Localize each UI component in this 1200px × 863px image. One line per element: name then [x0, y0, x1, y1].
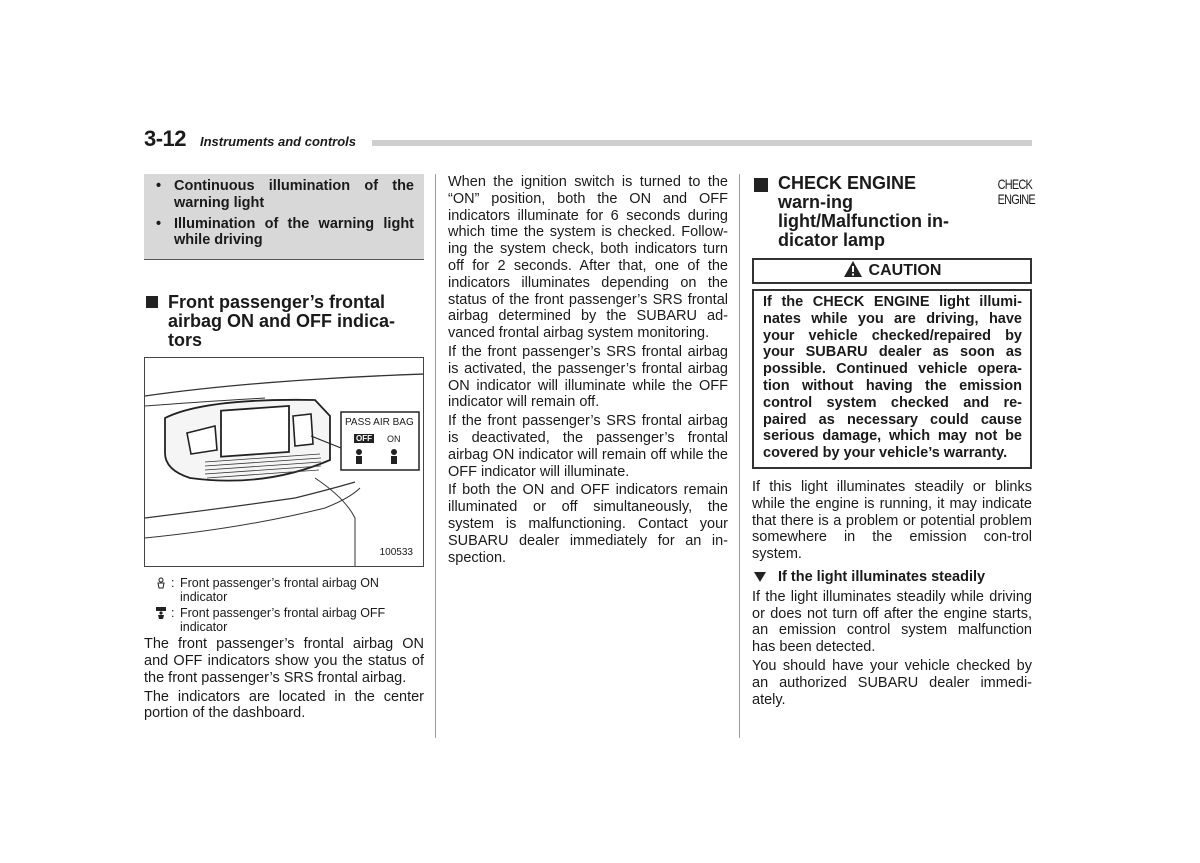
column-divider-1 [435, 174, 436, 738]
airbag-on-icon [156, 577, 166, 589]
legend-item: : Front passenger’s frontal airbag ON indicator [144, 576, 424, 604]
bullet-item: • Illumination of the warning light while driving [156, 215, 414, 249]
bullet-dot-icon: • [156, 178, 162, 194]
subheading-steady: If the light illuminates steadily [752, 569, 1032, 586]
square-bullet-icon [754, 178, 768, 192]
dashboard-illustration [145, 358, 424, 567]
paragraph: You should have your vehicle checked by an authorized SUBARU dealer immedi-ately. [752, 657, 1032, 708]
off-label: OFF [356, 434, 372, 444]
paragraph: When the ignition switch is turned to the “ON” position, both the ON and OFF indicators illuminate for 6 seconds during which time the system is checked. Follow-ing the system check, both indicators turn off for 2 seconds. After that, one of the indicators illuminates depending on the status of the front passenger’s SRS frontal airbag determined by the SUBARU ad-vanced frontal airbag system monitoring. [448, 174, 728, 342]
section-heading-airbag: Front passenger’s frontal airbag ON and OFF indica-tors [144, 293, 424, 350]
paragraph: If the front passenger’s SRS frontal airbag is activated, the passenger’s frontal airbag ON indicator will illuminate while the OFF indicator will remain off. [448, 343, 728, 411]
figure-number: 100533 [379, 547, 413, 559]
bullet-box [144, 174, 424, 260]
column-1 [144, 174, 424, 724]
airbag-off-icon [156, 607, 166, 619]
page-header [144, 124, 1032, 150]
figure-legend [144, 576, 424, 634]
bullet-item: • Continuous illumination of the warning light [156, 178, 414, 211]
header-rule [372, 140, 1032, 146]
caution-title-bar: CAUTION [752, 258, 1032, 284]
dashboard-figure [144, 357, 424, 567]
check-engine-header [752, 173, 1035, 250]
column-3 [752, 173, 1035, 710]
paragraph: If the front passenger’s SRS frontal airbag is deactivated, the passenger’s frontal airbag ON indicator will remain off while the OFF indicator will illuminate. [448, 413, 728, 480]
paragraph: If the light illuminates steadily while driving or does not turn off after the engine starts, an emission control system malfunction has been detected. [752, 588, 1032, 656]
column-divider-2 [739, 174, 740, 738]
caution-box: If the CHECK ENGINE light illumi-nates while you are driving, have your vehicle checked/repaired by your SUBARU dealer as soon as possible. Continued vehicle opera-tion without having the emission control system checked and re-paired as necessary could cause serious damage, which may not be covered by your vehicle’s warranty. [752, 289, 1032, 469]
check-engine-icon: CHECK ENGINE [997, 176, 1035, 207]
section-title: Instruments and controls [200, 134, 357, 149]
warning-triangle-icon [843, 260, 863, 278]
pass-air-bag-label: PASS AIR BAG [345, 417, 414, 429]
column-2 [448, 174, 728, 568]
paragraph: If this light illuminates steadily or blinks while the engine is running, it may indicate that there is a problem or potential problem somewhere in the emission con-trol system. [752, 478, 1032, 563]
paragraph: The front passenger’s frontal airbag ON and OFF indicators show you the status of the front passenger’s SRS frontal airbag. [144, 636, 424, 686]
bullet-dot-icon: • [156, 215, 162, 232]
square-bullet-icon [146, 296, 158, 308]
col1-body [144, 636, 424, 722]
paragraph: The indicators are located in the center portion of the dashboard. [144, 688, 424, 722]
on-label: ON [387, 434, 401, 445]
legend-item: : Front passenger’s frontal airbag OFF indicator [144, 606, 424, 634]
triangle-down-icon [754, 572, 766, 582]
paragraph: If both the ON and OFF indicators remain illuminated or off simultaneously, the system is malfunctioning. Contact your SUBARU dealer immediately for an in-spection. [448, 482, 728, 566]
section-heading-check-engine: CHECK ENGINE warn-ing light/Malfunction in-dicator lamp [752, 174, 962, 250]
page-number: 3-12 [144, 126, 187, 151]
col3-body [752, 479, 1032, 708]
